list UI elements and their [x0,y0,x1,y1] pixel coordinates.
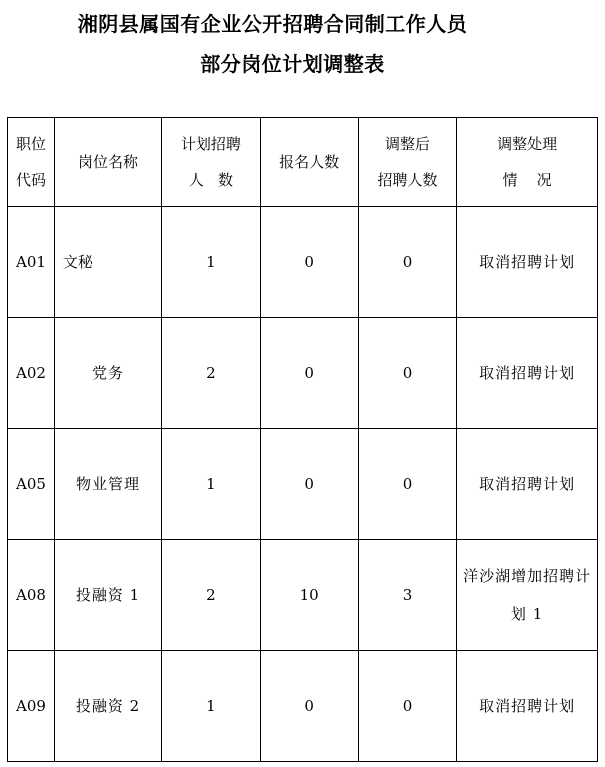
table-row [8,207,598,318]
cell-applicants: 0 [260,207,358,318]
cell-planned: 1 [162,429,260,540]
cell-status: 取消招聘计划 [457,651,598,762]
header-adjusted-count: 调整后 招聘人数 [358,118,456,207]
table-header-row [8,118,598,207]
cell-applicants: 0 [260,318,358,429]
cell-name: 投融资 2 [54,651,161,762]
cell-name: 物业管理 [54,429,161,540]
cell-planned: 2 [162,540,260,651]
table-row [8,429,598,540]
cell-planned: 2 [162,318,260,429]
cell-adjusted: 0 [358,651,456,762]
cell-adjusted: 0 [358,429,456,540]
position-adjustment-table [7,117,598,762]
cell-name: 投融资 1 [54,540,161,651]
document-title-line-2: 部分岗位计划调整表 [200,52,385,76]
cell-applicants: 0 [260,429,358,540]
header-adjustment-status: 调整处理 情 况 [457,118,598,207]
cell-adjusted: 0 [358,207,456,318]
header-planned-count: 计划招聘 人 数 [162,118,260,207]
cell-applicants: 0 [260,651,358,762]
cell-adjusted: 0 [358,318,456,429]
cell-status: 取消招聘计划 [457,429,598,540]
cell-name: 文秘 [54,207,161,318]
cell-code: A05 [8,429,55,540]
cell-status: 洋沙湖增加招聘计划 1 [457,540,598,651]
cell-planned: 1 [162,651,260,762]
cell-planned: 1 [162,207,260,318]
cell-applicants: 10 [260,540,358,651]
header-applicant-count: 报名人数 [260,118,358,207]
cell-adjusted: 3 [358,540,456,651]
cell-name: 党务 [54,318,161,429]
cell-code: A08 [8,540,55,651]
header-position-name: 岗位名称 [54,118,161,207]
cell-status: 取消招聘计划 [457,318,598,429]
table-row [8,318,598,429]
table-row [8,540,598,651]
cell-status: 取消招聘计划 [457,207,598,318]
header-position-code: 职位 代码 [8,118,55,207]
table-row [8,651,598,762]
cell-code: A02 [8,318,55,429]
cell-code: A09 [8,651,55,762]
cell-code: A01 [8,207,55,318]
document-title-line-1: 湘阴县属国有企业公开招聘合同制工作人员 [77,12,468,36]
